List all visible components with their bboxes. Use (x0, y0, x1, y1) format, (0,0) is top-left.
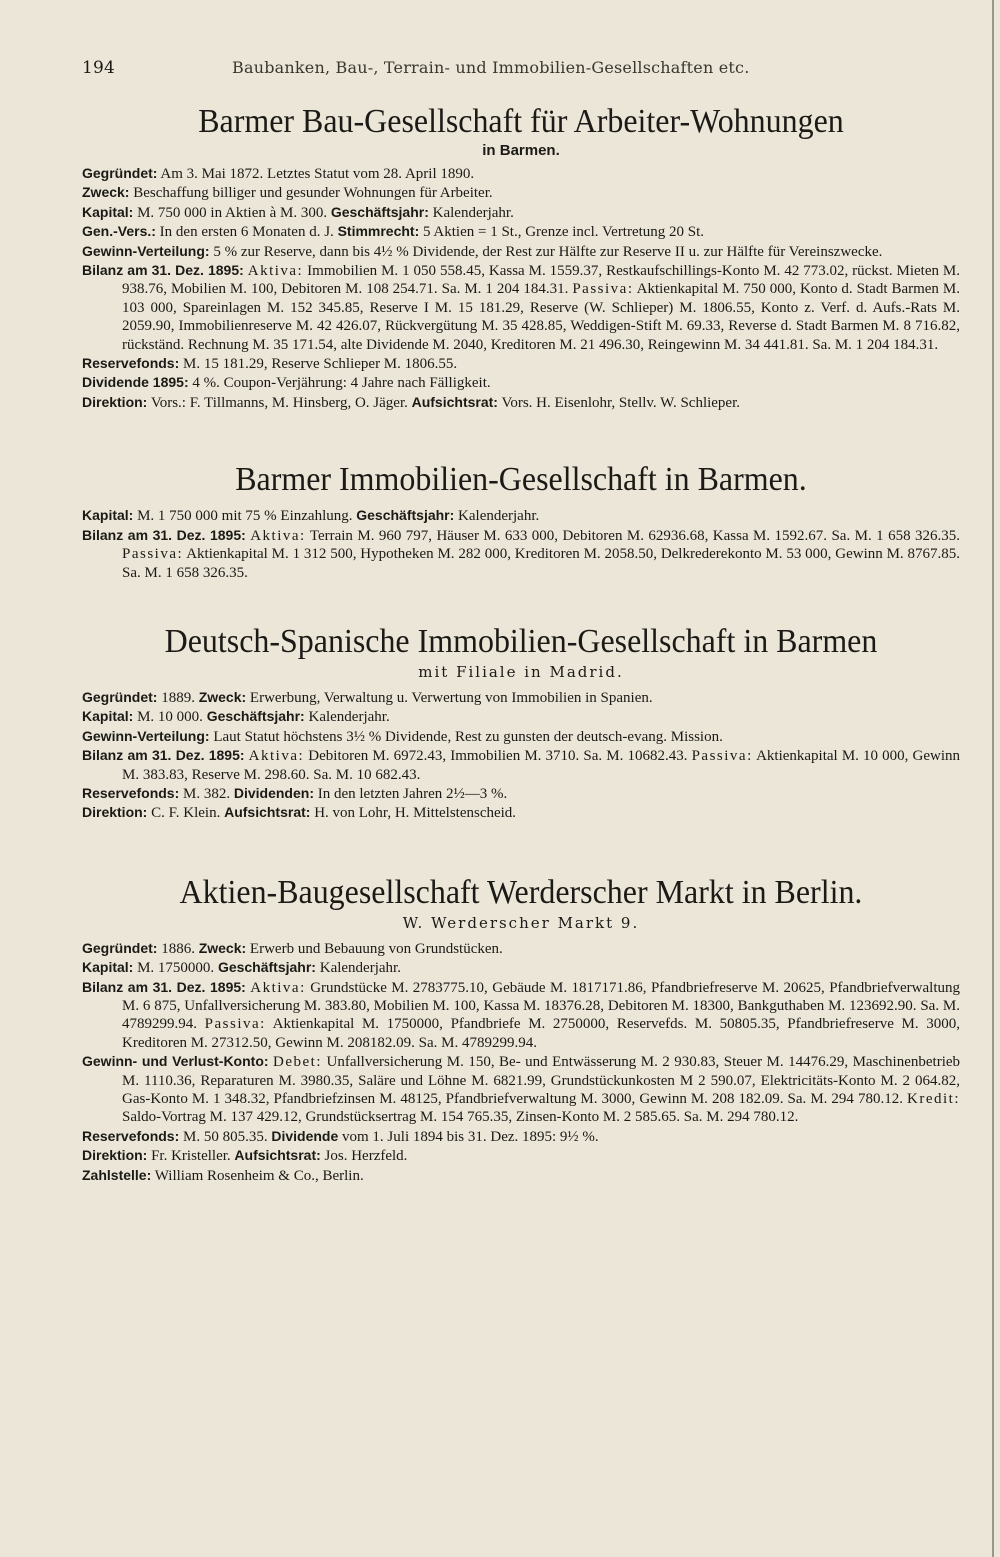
entry-reservefonds (82, 784, 960, 803)
section-title: Aktien-Baugesellschaft Werderscher Markt in Berlin. (179, 873, 863, 911)
entry-kapital (82, 707, 960, 726)
entry-label-2: Zweck: (198, 939, 247, 956)
entry-text: Fr. Kristeller. (151, 1148, 231, 1165)
entry-text-2: Kalenderjahr. (308, 709, 390, 726)
entry-reservefonds (82, 1127, 960, 1146)
entry-label: Kapital: (82, 203, 134, 220)
entry-label: Gen.-Vers.: (82, 223, 156, 240)
entry-text: 5 % zur Reserve, dann bis 4½ % Dividende, der Rest zur Hälfte zur Reserve II u. zur Hälfte für Vereinszwecke. (213, 243, 883, 260)
section-subtitle: in Barmen. (482, 142, 560, 159)
entry-label-2: Geschäftsjahr: (356, 507, 455, 524)
entry-text: M. 15 181.29, Reserve Schlieper M. 1806.55. (183, 356, 458, 373)
entry-text: 1889. (161, 689, 195, 706)
entry-label: Dividende 1895: (82, 374, 189, 391)
entry-text-2: vom 1. Juli 1894 bis 31. Dez. 1895: 9½ %. (342, 1128, 599, 1145)
entry-label: Direktion: (82, 804, 148, 821)
entry-spaced: Aktiva: (248, 748, 305, 765)
entry-text: 1886. (161, 940, 195, 957)
entry-bilanz (82, 526, 960, 582)
entry-text: Terrain M. 960 797, Häuser M. 633 000, Debitoren M. 62936.68, Kassa M. 1592.67. Sa. M. 1 658 326.35. (309, 527, 960, 544)
entry-text-2: Aktienkapital M. 10 000, Gewinn M. 383.83, Reserve M. 298.60. Sa. M. 10 682.43. (122, 748, 961, 783)
entry-spaced-2: Kredit: (907, 1091, 961, 1107)
entry-direktion (82, 1146, 960, 1165)
entry-text: Laut Statut höchstens 3½ % Dividende, Rest zu gunsten der deutsch-evang. Mission. (213, 728, 723, 745)
entry-kapital (82, 203, 960, 222)
entry-gewinn-verteilung (82, 727, 960, 746)
entry-text: M. 382. (183, 785, 231, 802)
entry-text: M. 10 000. (137, 709, 203, 726)
entry-label: Reservefonds: (82, 1127, 180, 1144)
entry-label-2: Zweck: (198, 688, 247, 705)
section-subtitle: W. Werderscher Markt 9. (402, 913, 640, 932)
section-title: Barmer Immobilien-Gesellschaft in Barmen. (235, 461, 807, 499)
entry-text-2: Jos. Herzfeld. (324, 1148, 408, 1165)
entry-text-2: Aktienkapital M. 1750000, Pfandbriefe M. 2750000, Reservefds. M. 50805.35, Pfandbriefreserve M. 3000, Kreditoren M. 27312.50, Gewinn M. 208182.09. Sa. M. 4789299.94. (122, 1016, 960, 1051)
entry-gewinn-verteilung (82, 242, 960, 261)
entry-label: Bilanz am 31. Dez. 1895: (82, 978, 246, 995)
section-barmer-bau (82, 102, 960, 412)
entry-gewinn-verlust (82, 1052, 960, 1127)
entry-text: M. 50 805.35. (183, 1128, 268, 1145)
page-number: 194 (82, 58, 116, 78)
entry-text-2: H. von Lohr, H. Mittelstenscheid. (314, 805, 517, 822)
entry-text: M. 1750000. (137, 960, 215, 977)
entry-text: Vors.: F. Tillmanns, M. Hinsberg, O. Jäger. (150, 394, 408, 411)
entry-spaced: Aktiva: (247, 263, 304, 280)
entry-text: 4 %. Coupon-Verjährung: 4 Jahre nach Fälligkeit. (192, 375, 491, 392)
entry-kapital (82, 958, 960, 977)
entry-text-2: Erwerbung, Verwaltung u. Verwertung von Immobilien in Spanien. (249, 689, 653, 706)
entry-label: Zahlstelle: (82, 1166, 152, 1183)
entry-label-2: Aufsichtsrat: (411, 393, 498, 410)
entry-bilanz (82, 978, 960, 1053)
entry-label-2: Dividende (271, 1127, 339, 1144)
entry-text: M. 750 000 in Aktien à M. 300. (137, 204, 328, 221)
entry-spaced-2: Passiva: (204, 1016, 266, 1033)
entry-text-2: Aktienkapital M. 1 312 500, Hypotheken M. 282 000, Kreditoren M. 2058.50, Delkrederekonto M. 53 000, Gewinn M. 8767.85. Sa. M. 1 658 326.35. (122, 546, 960, 581)
entry-text: Grundstücke M. 2783775.10, Gebäude M. 1817171.86, Pfandbriefreserve M. 20625, Pfandbriefverwaltung M. 6 875, Unfallversicherung M. 383.80, Mobilien M. 100, Kassa M. 18376.28, Debitoren M. 18300, Bankguthaben M. 123692.90. Sa. M. 4789299.94. (122, 979, 960, 1033)
running-header (82, 58, 960, 78)
entry-label-2: Aufsichtsrat: (234, 1147, 321, 1164)
entry-text-2: Erwerb und Bebauung von Grundstücken. (249, 940, 503, 957)
entry-text: M. 1 750 000 mit 75 % Einzahlung. (137, 508, 353, 525)
entry-bilanz (82, 261, 960, 354)
entry-label: Reservefonds: (82, 355, 180, 372)
entry-text: Debitoren M. 6972.43, Immobilien M. 3710. Sa. M. 10682.43. (308, 748, 688, 765)
entry-direktion (82, 803, 960, 822)
entry-text: Beschaffung billiger und gesunder Wohnungen für Arbeiter. (133, 185, 493, 202)
entry-label: Gegründet: (82, 939, 158, 956)
section-subtitle: mit Filiale in Madrid. (418, 662, 624, 681)
entry-text-2: Aktienkapital M. 750 000, Konto d. Stadt Barmen M. 103 000, Spareinlagen M. 152 345.85, Reserve I M. 15 181.29, Reserve (W. Schlieper) M. 1806.55, Konto z. Verf. d. Aufs.-Rats M. 2059.90, Immobilienreserve M. 42 426.07, Rückvergütung M. 35 428.85, Weddigen-Stift M. 69.33, Reverse d. Stadt Barmen M. 8 716.82, rückständ. Rechnung M. 35 171.54, alte Dividende M. 2040, Kreditoren M. 21 496.30, Reingewinn M. 34 441.81. Sa. M. 1 204 184.31. (122, 281, 960, 353)
entry-label: Kapital: (82, 708, 134, 725)
entry-direktion (82, 393, 960, 412)
entry-spaced-2: Passiva: (572, 281, 634, 298)
page-edge (992, 0, 994, 1557)
section-barmer-immobilien (82, 460, 960, 582)
section-deutsch-spanische (82, 622, 960, 823)
section-title: Barmer Bau-Gesellschaft für Arbeiter-Wohnungen (198, 103, 844, 140)
entry-text-2: Kalenderjahr. (458, 508, 540, 525)
entry-label-2: Dividenden: (233, 784, 314, 801)
entry-text: Unfallversicherung M. 150, Be- und Entwässerung M. 2 930.83, Steuer M. 14476.29, Maschinenbetrieb M. 1110.36, Reparaturen M. 3980.35, Saläre und Löhne M. 6821.99, Grundstückunkosten M 2 590.07, Elektricitäts-Konto M. 2 064.82, Gas-Konto M. 1 348.32, Pfandbriefzinsen M. 48125, Pfandbriefverwaltung M. 3000, Gewinn M. 208 182.09. Sa. M. 294 780.12. (122, 1054, 961, 1107)
entry-gegruendet (82, 164, 960, 183)
entry-zahlstelle (82, 1166, 960, 1185)
entry-label: Reservefonds: (82, 784, 180, 801)
entry-text: Immobilien M. 1 050 558.45, Kassa M. 1559.37, Restkaufschillings-Konto M. 42 773.02, rückst. Mieten M. 938.76, Mobilien M. 100, Debitoren M. 108 254.71. Sa. M. 1 204 184.31. (122, 263, 961, 298)
entry-label: Bilanz am 31. Dez. 1895: (82, 747, 245, 764)
entry-text-2: Saldo-Vortrag M. 137 429.12, Grundstücksertrag M. 154 765.35, Zinsen-Konto M. 2 585.65. Sa. M. 294 780.12. (122, 1109, 799, 1126)
entry-text-2: Kalenderjahr. (319, 960, 401, 977)
entry-label-2: Geschäftsjahr: (217, 959, 316, 976)
entry-text-2: 5 Aktien = 1 St., Grenze incl. Vertretung 20 St. (423, 224, 705, 241)
entry-label-2: Geschäftsjahr: (330, 203, 429, 220)
entry-label-2: Geschäftsjahr: (206, 708, 305, 725)
entry-spaced-2: Passiva: (691, 748, 753, 765)
entry-spaced-2: Passiva: (122, 546, 184, 563)
entry-kapital (82, 506, 960, 525)
entry-bilanz (82, 746, 960, 784)
entry-spaced: Aktiva: (250, 979, 306, 996)
entry-dividende (82, 373, 960, 392)
running-title: Baubanken, Bau-, Terrain- und Immobilien-Gesellschaften etc. (232, 58, 750, 77)
entry-label: Gewinn-Verteilung: (82, 727, 210, 744)
entry-label: Direktion: (82, 393, 148, 410)
entry-label: Kapital: (82, 959, 134, 976)
entry-text: In den ersten 6 Monaten d. J. (159, 224, 334, 241)
entry-label: Direktion: (82, 1147, 148, 1164)
entry-label: Gegründet: (82, 165, 158, 181)
entry-text: Am 3. Mai 1872. Letztes Statut vom 28. April 1890. (160, 166, 475, 182)
entry-spaced: Debet: (273, 1054, 323, 1071)
section-werderscher-markt (82, 873, 960, 1185)
entry-reservefonds (82, 354, 960, 373)
entry-label: Gewinn-Verteilung: (82, 242, 210, 259)
entry-label: Bilanz am 31. Dez. 1895: (82, 526, 246, 543)
entry-gegruendet (82, 939, 960, 958)
entry-text-2: In den letzten Jahren 2½—3 %. (317, 785, 508, 802)
entry-spaced: Aktiva: (250, 527, 306, 544)
entry-text: C. F. Klein. (151, 805, 221, 822)
entry-label-2: Aufsichtsrat: (224, 804, 311, 821)
entry-zweck (82, 183, 960, 202)
entry-label: Kapital: (82, 507, 134, 524)
entry-text-2: Kalenderjahr. (432, 204, 514, 221)
entry-label: Gewinn- und Verlust-Konto: (82, 1053, 269, 1070)
entry-label: Zweck: (82, 184, 130, 201)
entry-text: William Rosenheim & Co., Berlin. (154, 1167, 364, 1184)
entry-label: Bilanz am 31. Dez. 1895: (82, 262, 244, 279)
section-title: Deutsch-Spanische Immobilien-Gesellschaft in Barmen (164, 622, 878, 660)
entry-text-2: Vors. H. Eisenlohr, Stellv. W. Schlieper. (501, 394, 741, 411)
entry-label: Gegründet: (82, 688, 158, 705)
entry-gegruendet (82, 688, 960, 707)
entry-gen-vers (82, 222, 960, 241)
entry-label-2: Stimmrecht: (337, 223, 420, 240)
